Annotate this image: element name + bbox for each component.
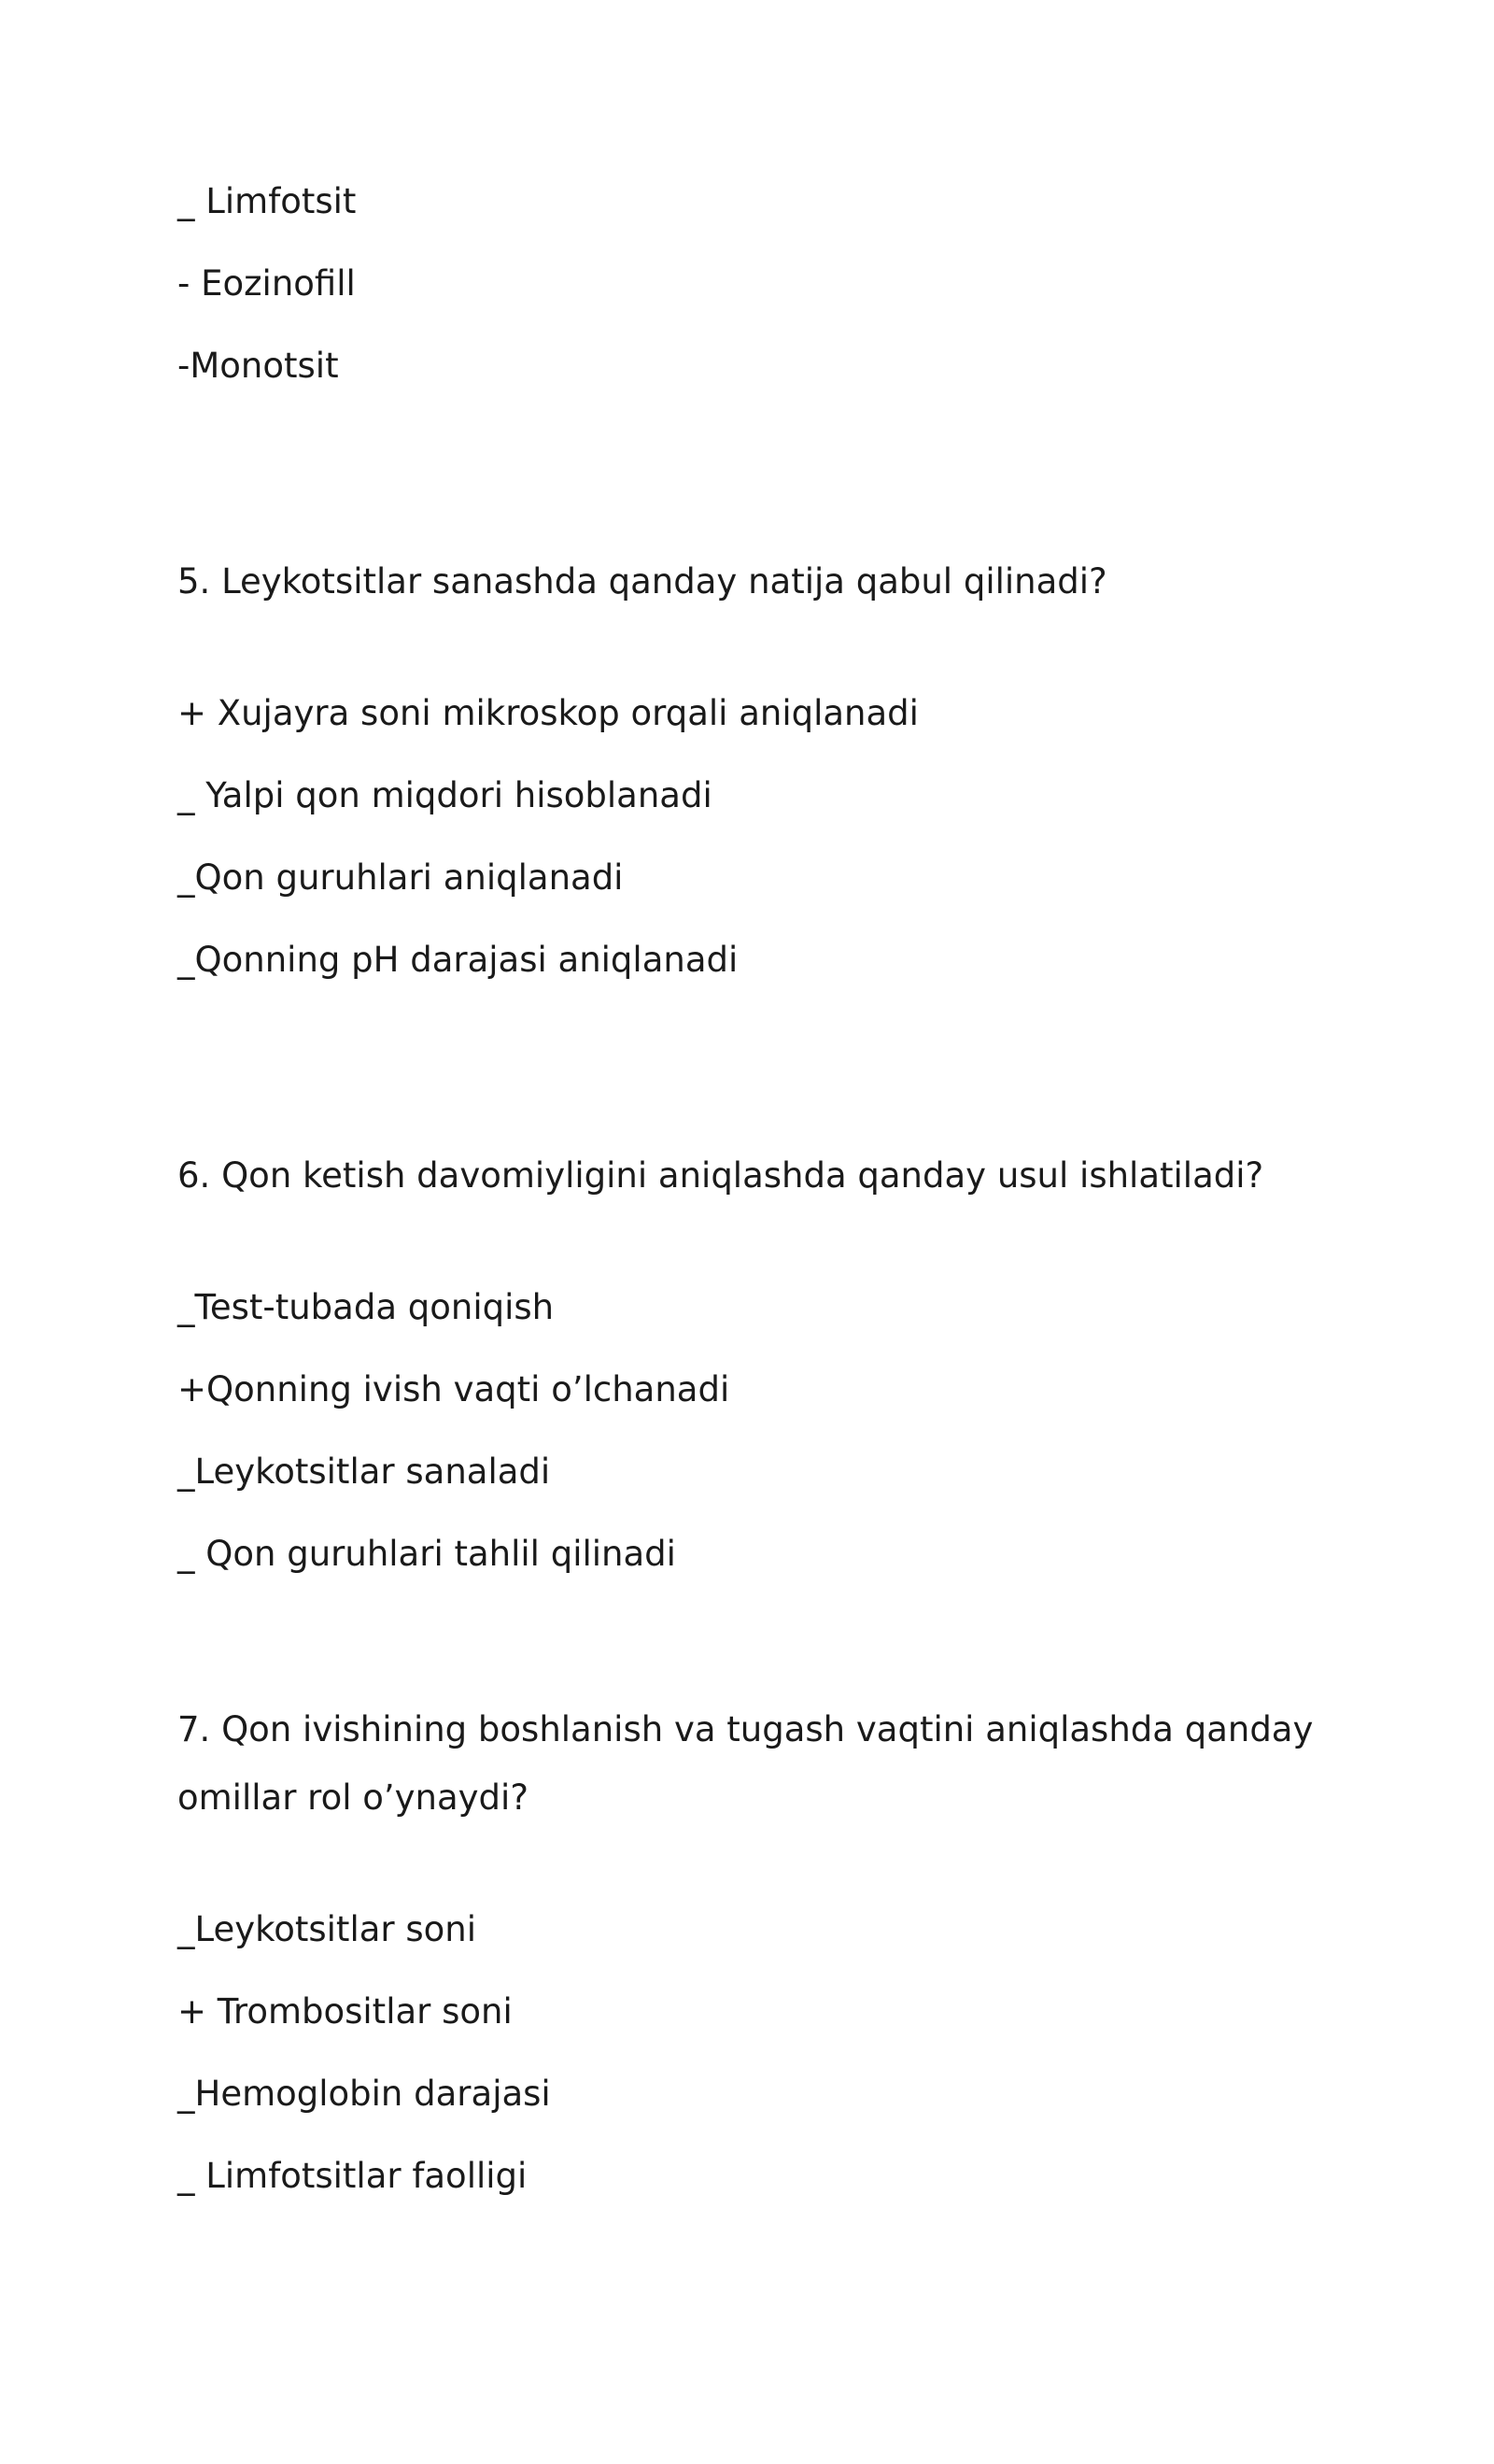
question-6: 6. Qon ketish davomiyligini aniqlashda qanday usul ishlatiladi? <box>177 1155 1264 1196</box>
q6-option-2: +Qonning ivish vaqti o’lchanadi <box>177 1369 730 1409</box>
q7-option-4: _ Limfotsitlar faolligi <box>177 2156 528 2196</box>
q5-option-1: + Xujayra soni mikroskop orqali aniqlanadi <box>177 693 919 733</box>
question-7-line-2: omillar rol o’ynaydi? <box>177 1777 529 1818</box>
q7-option-1: _Leykotsitlar soni <box>177 1909 477 1949</box>
q6-option-3: _Leykotsitlar sanaladi <box>177 1451 551 1492</box>
q6-option-4: _ Qon guruhlari tahlil qilinadi <box>177 1534 676 1574</box>
q5-option-3: _Qon guruhlari aniqlanadi <box>177 857 624 898</box>
q5-option-2: _ Yalpi qon miqdori hisoblanadi <box>177 775 712 815</box>
prev-option-3: -Monotsit <box>177 346 339 386</box>
prev-option-2: - Eozinofill <box>177 263 356 304</box>
question-5: 5. Leykotsitlar sanashda qanday natija qabul qilinadi? <box>177 561 1107 602</box>
q5-option-4: _Qonning pH darajasi aniqlanadi <box>177 940 739 980</box>
question-7-line-1: 7. Qon ivishining boshlanish va tugash vaqtini aniqlashda qanday <box>177 1709 1314 1749</box>
q6-option-1: _Test-tubada qoniqish <box>177 1287 555 1327</box>
prev-option-1: _ Limfotsit <box>177 181 357 221</box>
q7-option-3: _Hemoglobin darajasi <box>177 2074 551 2114</box>
q7-option-2: + Trombositlar soni <box>177 1991 513 2032</box>
